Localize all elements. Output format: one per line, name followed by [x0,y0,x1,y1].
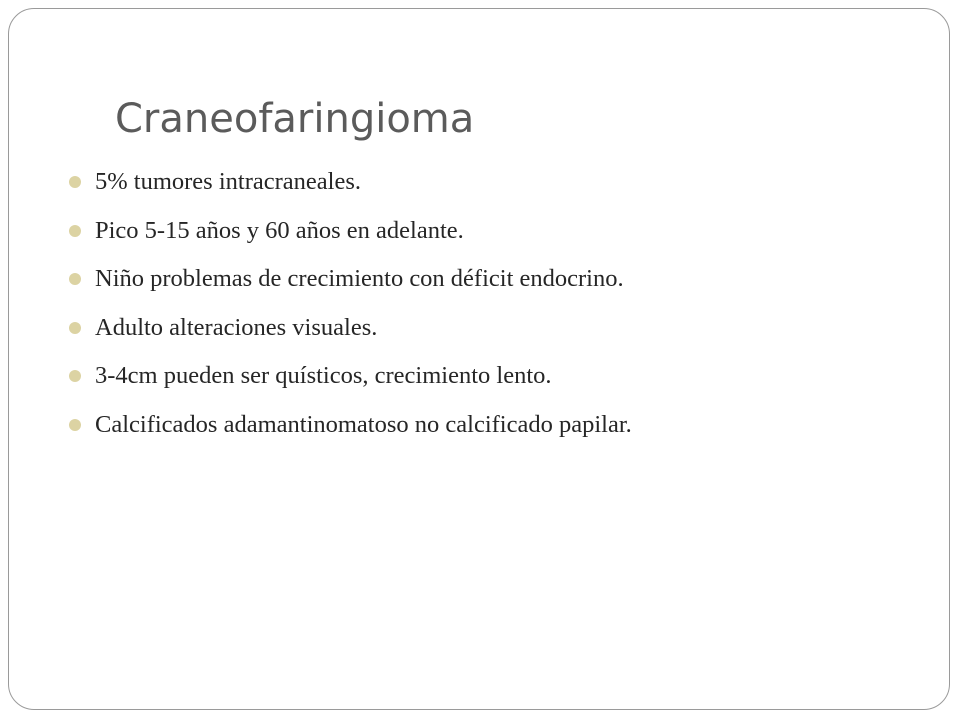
bullet-item [67,352,632,401]
bullet-dot-icon [69,273,81,285]
bullet-text: 5% tumores intracraneales. [95,168,361,196]
bullet-text: Niño problemas de crecimiento con déficit endocrino. [95,265,624,293]
bullet-text: Pico 5-15 años y 60 años en adelante. [95,216,464,244]
bullet-item [67,255,632,304]
slide-frame [8,8,950,710]
bullet-dot-icon [69,322,81,334]
bullet-item [67,207,632,256]
bullet-text: 3-4cm pueden ser quísticos, crecimiento lento. [95,362,552,390]
bullet-dot-icon [69,419,81,431]
bullet-dot-icon [69,176,81,188]
bullet-item [67,304,632,353]
bullet-list [67,158,632,449]
slide-title: Craneofaringioma [115,96,475,142]
bullet-item [67,401,632,450]
bullet-item [67,158,632,207]
bullet-dot-icon [69,225,81,237]
bullet-text: Calcificados adamantinomatoso no calcificado papilar. [95,410,632,438]
bullet-dot-icon [69,370,81,382]
bullet-text: Adulto alteraciones visuales. [95,313,378,341]
